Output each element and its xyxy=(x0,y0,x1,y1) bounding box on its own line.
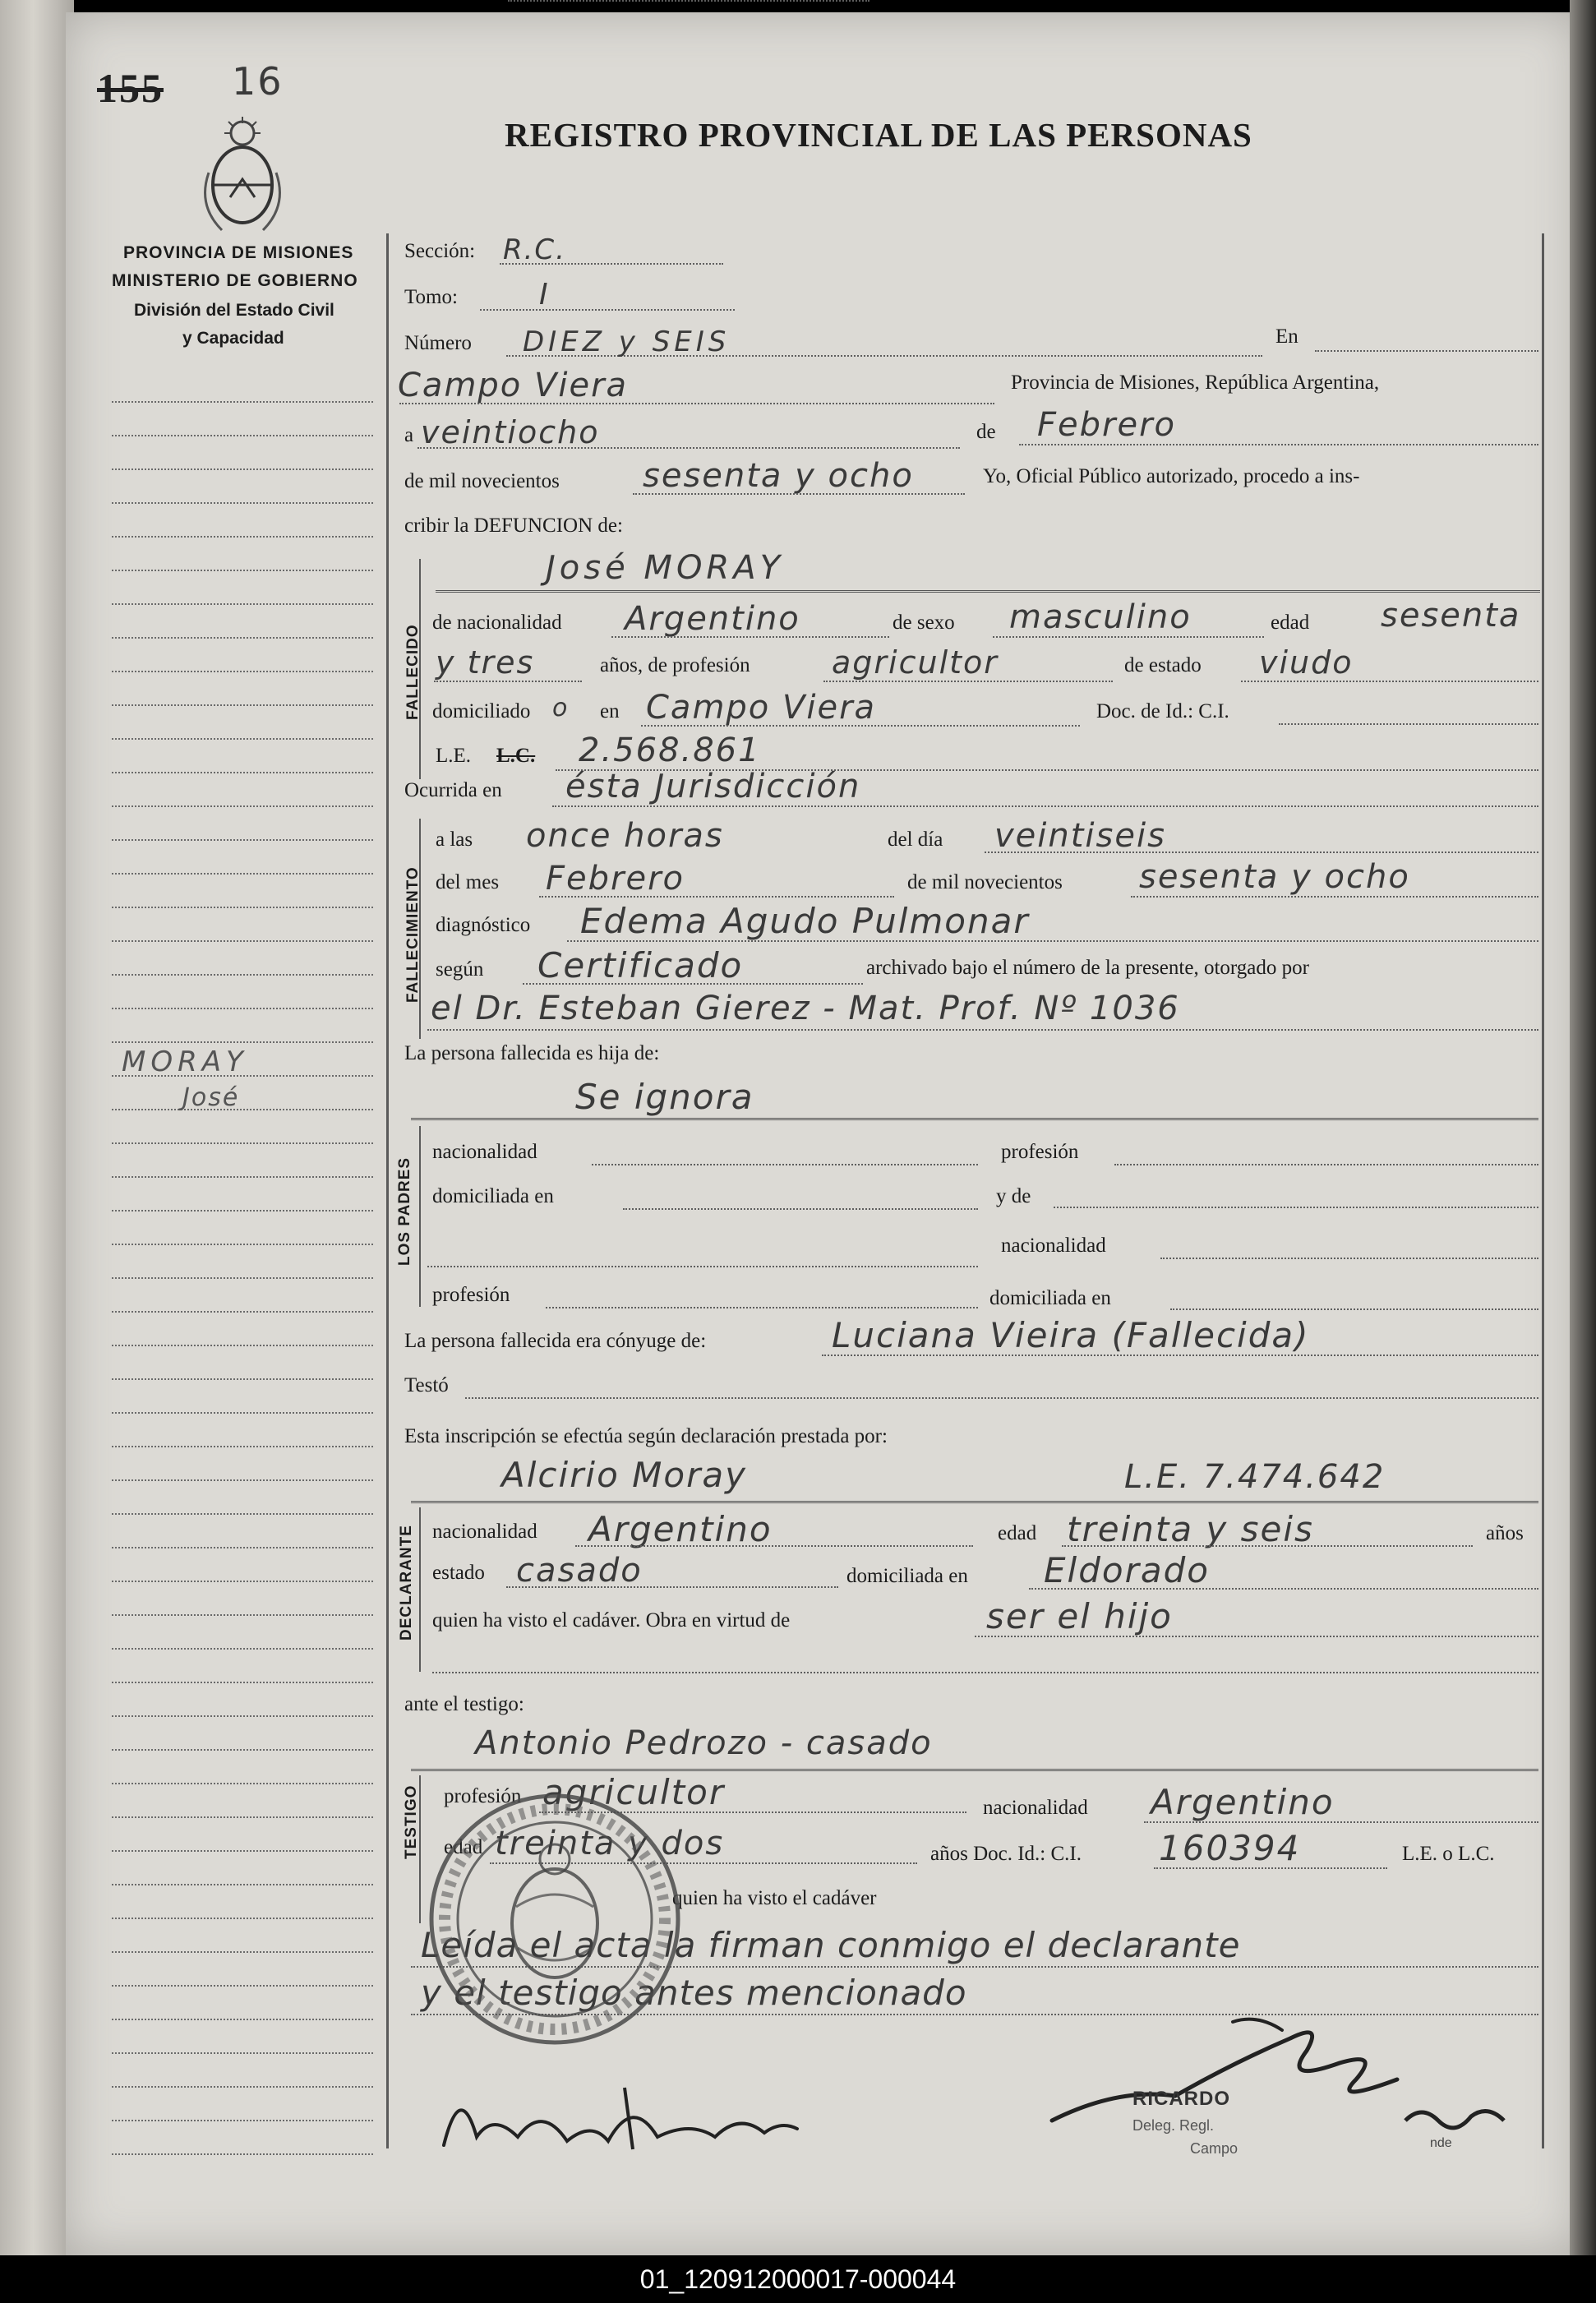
document-title: REGISTRO PROVINCIAL DE LAS PERSONAS xyxy=(505,116,1252,154)
declarante-domiciliada-label: domiciliada en xyxy=(846,1565,968,1587)
madre-nacionalidad-line xyxy=(1160,1258,1538,1259)
page-edge-shadow xyxy=(1570,0,1596,2255)
margin-rule-line xyxy=(112,907,373,908)
tomo-value: I xyxy=(539,278,550,312)
fallecido-estado-value: viudo xyxy=(1259,644,1354,681)
padre-nacionalidad-line xyxy=(592,1164,978,1165)
margin-rule-line xyxy=(112,1682,373,1683)
testigo-nacionalidad-value: Argentino xyxy=(1151,1782,1335,1822)
org-capacity: y Capacidad xyxy=(182,329,284,348)
official-stamp-seal xyxy=(419,1784,690,2055)
margin-rule-line xyxy=(112,536,373,538)
ocurrida-label: Ocurrida en xyxy=(404,779,502,801)
year-line xyxy=(633,493,965,495)
declarant-signature xyxy=(1397,2079,1529,2153)
fallecido-edad-value2: y tres xyxy=(436,644,535,681)
margin-rule-line xyxy=(112,1210,373,1211)
declarante-virtud-line xyxy=(975,1636,1538,1637)
closing-line-2: y el testigo antes mencionado xyxy=(421,1973,967,2013)
declarante-edad-value: treinta y seis xyxy=(1067,1509,1314,1549)
image-id-footer: 01_120912000017-000044 xyxy=(0,2255,1596,2303)
hora-line xyxy=(508,0,869,2)
medico-line xyxy=(427,1029,1538,1031)
margin-rule-line xyxy=(112,2086,373,2088)
margin-rule-line xyxy=(112,1547,373,1548)
fallecido-sexo-value: masculino xyxy=(1009,598,1192,636)
declarante-virtud-value: ser el hijo xyxy=(986,1596,1173,1636)
testigo-edad-value: treinta y dos xyxy=(495,1825,725,1862)
ocurrida-value: ésta Jurisdicción xyxy=(565,768,861,805)
padre-domiciliada-label: domiciliada en xyxy=(432,1185,554,1207)
numero-label: Número xyxy=(404,332,472,354)
madre-domiciliada-line xyxy=(1170,1308,1538,1310)
hora-value: once horas xyxy=(526,817,724,855)
madre-domiciliada-label: domiciliada en xyxy=(989,1287,1111,1309)
margin-rule-line xyxy=(112,839,373,841)
declarante-bracket xyxy=(419,1507,421,1672)
numero-value: DIEZ y SEIS xyxy=(523,325,731,358)
margin-rule-line xyxy=(112,671,373,672)
seccion-value: R.C. xyxy=(503,233,566,266)
declarante-nacionalidad-value: Argentino xyxy=(588,1509,773,1549)
en-line xyxy=(1315,350,1538,352)
testigo-profesion-value: agricultor xyxy=(542,1772,726,1812)
margin-given-name: José xyxy=(182,1083,240,1112)
a-las-label: a las xyxy=(436,828,473,851)
official-signature-scrawl xyxy=(1044,2005,1438,2137)
svg-text:nde: nde xyxy=(1430,2136,1452,2150)
fallecido-en-label: en xyxy=(600,700,620,722)
madre-profesion-label: profesión xyxy=(432,1284,510,1306)
madre-line-2 xyxy=(427,1266,978,1267)
fallecido-nacionalidad-value: Argentino xyxy=(625,600,800,638)
margin-rule-line xyxy=(112,974,373,976)
fallecimiento-anio-value: sesenta y ocho xyxy=(1139,858,1410,896)
dia-value: veintiseis xyxy=(994,817,1166,855)
month-de-label: de xyxy=(976,421,996,443)
margin-rule-line xyxy=(112,1614,373,1616)
margin-rule-line xyxy=(112,1479,373,1481)
fallecido-domiciliado-label: domiciliado xyxy=(432,700,531,722)
estado-line xyxy=(1241,681,1538,682)
tomo-line xyxy=(480,309,735,311)
margin-rule-line xyxy=(112,1008,373,1009)
fallecido-domicilio-value: Campo Viera xyxy=(646,689,877,727)
padre-domiciliada-line xyxy=(623,1208,978,1210)
testo-label: Testó xyxy=(404,1374,449,1396)
margin-rule-line xyxy=(112,1648,373,1650)
margin-rule-line xyxy=(112,1176,373,1178)
place-value: Campo Viera xyxy=(398,367,629,404)
declarante-name-line xyxy=(411,1501,1538,1503)
conyuge-label: La persona fallecida era cónyuge de: xyxy=(404,1330,707,1352)
official-name-stamp: RICARDO xyxy=(1132,2088,1230,2110)
inscribir-text: cribir la DEFUNCION de: xyxy=(404,515,623,537)
en-label: En xyxy=(1275,325,1298,348)
diagnostico-value: Edema Agudo Pulmonar xyxy=(580,901,1030,941)
madre-nacionalidad-label: nacionalidad xyxy=(1001,1235,1106,1257)
del-dia-label: del día xyxy=(888,828,943,851)
padre-profesion-label: profesión xyxy=(1001,1141,1079,1163)
margin-rule-line xyxy=(112,2120,373,2121)
doc-ci-line xyxy=(1279,723,1538,725)
margin-rule-line xyxy=(112,1951,373,1953)
form-right-rule xyxy=(1542,233,1544,2148)
fallecido-le-label: L.E. xyxy=(436,745,472,767)
archivado-text: archivado bajo el número de la presente, otorgado por xyxy=(866,957,1309,979)
margin-rule-line xyxy=(112,1850,373,1852)
padre-nacionalidad-label: nacionalidad xyxy=(432,1141,537,1163)
margin-rule-line xyxy=(112,502,373,504)
margin-rule-line xyxy=(112,2153,373,2155)
fallecido-section-label: FALLECIDO xyxy=(404,624,422,720)
declarante-domicilio-value: Eldorado xyxy=(1044,1550,1210,1590)
fallecido-lc-label: L.C. xyxy=(496,745,536,767)
testigo-edad-label: edad xyxy=(444,1836,483,1858)
conyuge-line xyxy=(822,1355,1538,1356)
testigo-profesion-label: profesión xyxy=(444,1785,522,1807)
margin-rule-line xyxy=(112,603,373,605)
margin-rule-line xyxy=(112,1041,373,1043)
segun-value: Certificado xyxy=(537,945,744,985)
org-division: División del Estado Civil xyxy=(134,301,334,320)
fallecido-nacionalidad-label: de nacionalidad xyxy=(432,612,562,634)
padres-bracket xyxy=(419,1126,421,1307)
testigo-section-label: TESTIGO xyxy=(403,1784,420,1859)
fallecido-doc-label: Doc. de Id.: C.I. xyxy=(1096,700,1229,722)
margin-rule-line xyxy=(112,1918,373,1919)
witness-signature xyxy=(427,2071,814,2162)
a-label: a xyxy=(404,424,414,446)
testigo-doc-value: 160394 xyxy=(1159,1828,1301,1868)
margin-rule-line xyxy=(112,401,373,403)
margin-rule-line xyxy=(112,738,373,740)
margin-rule-line xyxy=(112,1816,373,1818)
margin-rule-line xyxy=(112,1378,373,1380)
folio-handwritten: 16 xyxy=(232,59,284,104)
declarante-edad-label: edad xyxy=(998,1522,1037,1544)
fallecimiento-section-label: FALLECIMIENTO xyxy=(404,866,422,1003)
margin-rule-line xyxy=(112,1749,373,1751)
declarante-extra-line xyxy=(432,1672,1538,1673)
fallecido-anios-profesion-label: años, de profesión xyxy=(600,654,750,676)
margin-rule-line xyxy=(112,704,373,706)
dia-line xyxy=(985,852,1538,853)
declarante-estado-value: casado xyxy=(516,1552,643,1590)
testigo-doc-line xyxy=(1154,1867,1387,1869)
declarante-section-label: DECLARANTE xyxy=(398,1525,415,1641)
day-line xyxy=(417,447,960,449)
diagnostico-label: diagnóstico xyxy=(436,914,531,936)
fallecido-domiciliado-suffix: o xyxy=(552,694,570,722)
declarante-anios-label: años xyxy=(1486,1522,1524,1544)
fallecido-edad-label: edad xyxy=(1271,612,1310,634)
ocurrida-line xyxy=(552,805,1538,807)
day-value: veintiocho xyxy=(421,414,600,450)
domicilio-line xyxy=(641,725,1080,727)
seccion-label: Sección: xyxy=(404,240,476,262)
margin-rule-line xyxy=(112,1884,373,1885)
year-value: sesenta y ocho xyxy=(643,457,914,495)
mes-value: Febrero xyxy=(546,860,685,898)
fallecido-sexo-label: de sexo xyxy=(893,612,955,634)
margin-rule-line xyxy=(112,2019,373,2020)
margin-rule-line xyxy=(112,1109,373,1110)
declarante-intro: Esta inscripción se efectúa según declaración prestada por: xyxy=(404,1425,888,1447)
closing-line-1: Leída el acta la firman conmigo el declarante xyxy=(421,1925,1241,1965)
province-text: Provincia de Misiones, República Argentina, xyxy=(1011,372,1380,394)
margin-rule-line xyxy=(112,2052,373,2054)
org-ministry: MINISTERIO DE GOBIERNO xyxy=(112,271,358,290)
margin-surname: MORAY xyxy=(122,1045,248,1078)
fallecimiento-anio-label: de mil novecientos xyxy=(907,871,1063,893)
padre-value: Se ignora xyxy=(575,1077,754,1117)
segun-label: según xyxy=(436,958,484,981)
testigo-nacionalidad-label: nacionalidad xyxy=(983,1797,1088,1819)
margin-rule-line xyxy=(112,1985,373,1987)
medico-value: el Dr. Esteban Gierez - Mat. Prof. Nº 1036 xyxy=(431,990,1180,1027)
margin-rule-line xyxy=(112,940,373,942)
margin-rule-line xyxy=(112,637,373,639)
y-de-label: y de xyxy=(996,1185,1031,1207)
testo-line xyxy=(465,1397,1538,1399)
madre-profesion-line xyxy=(546,1307,978,1308)
declarante-nacionalidad-line xyxy=(575,1545,973,1547)
margin-rule-line xyxy=(112,1277,373,1279)
del-mes-label: del mes xyxy=(436,871,500,893)
declarante-edad-line xyxy=(1062,1545,1473,1547)
anio-line xyxy=(1131,896,1538,898)
declarante-estado-label: estado xyxy=(432,1562,485,1584)
hija-label: La persona fallecida es hija de: xyxy=(404,1042,660,1064)
sexo-line xyxy=(993,636,1264,638)
margin-rule-line xyxy=(112,772,373,773)
declarante-estado-line xyxy=(506,1586,838,1588)
declarante-name: Alcirio Moray xyxy=(501,1455,747,1495)
declarante-domicilio-line xyxy=(1029,1588,1538,1590)
margin-rule-line xyxy=(112,1412,373,1414)
testigo-doc-label: años Doc. Id.: C.I. xyxy=(930,1843,1082,1865)
fallecido-doc-value: 2.568.861 xyxy=(579,732,761,769)
testigo-visto-text: quien ha visto el cadáver xyxy=(672,1887,877,1909)
month-line xyxy=(1019,444,1538,445)
edad2-line xyxy=(434,681,582,682)
segun-line xyxy=(523,983,863,985)
margin-rule-line xyxy=(112,805,373,807)
fallecido-name-line xyxy=(436,590,1540,593)
testigo-name-line xyxy=(411,1769,1538,1771)
nacionalidad-line xyxy=(611,636,889,638)
margin-rule-line xyxy=(112,1311,373,1313)
month-value: Febrero xyxy=(1037,406,1176,444)
official-text: Yo, Oficial Público autorizado, procedo a ins- xyxy=(983,465,1360,487)
margin-rule-line xyxy=(112,570,373,571)
diagnostico-line xyxy=(567,940,1538,942)
padre-line xyxy=(411,1118,1538,1120)
year-prefix: de mil novecientos xyxy=(404,470,560,492)
coat-of-arms-icon xyxy=(197,115,288,238)
declarante-doc: L.E. 7.474.642 xyxy=(1124,1458,1386,1496)
official-place-stamp: Campo xyxy=(1190,2140,1239,2157)
official-title-stamp: Deleg. Regl. xyxy=(1132,2117,1215,2134)
tomo-label: Tomo: xyxy=(404,286,458,308)
margin-rule-line xyxy=(112,1581,373,1582)
mes-line xyxy=(539,896,894,898)
testigo-nacionalidad-line xyxy=(1144,1821,1538,1823)
testigo-name: Antonio Pedrozo - casado xyxy=(475,1724,933,1762)
declarante-visto-text: quien ha visto el cadáver. Obra en virtud de xyxy=(432,1609,791,1631)
place-line xyxy=(399,403,994,404)
fallecido-estado-label: de estado xyxy=(1124,654,1202,676)
fallecido-name: José MORAY xyxy=(546,549,785,587)
margin-rule-line xyxy=(112,1513,373,1515)
form-left-rule xyxy=(386,233,389,2148)
fallecido-profesion-value: agricultor xyxy=(832,644,999,681)
margin-rule-line xyxy=(112,1715,373,1717)
book-binding xyxy=(0,0,74,2255)
margin-rule-line xyxy=(112,1244,373,1245)
conyuge-value: Luciana Vieira (Fallecida) xyxy=(832,1315,1310,1355)
margin-rule-line xyxy=(112,873,373,875)
margin-rule-line xyxy=(112,468,373,470)
margin-rule-line xyxy=(112,1446,373,1447)
margin-rule-line xyxy=(112,1783,373,1784)
testigo-le-lc-label: L.E. o L.C. xyxy=(1402,1843,1495,1865)
padres-section-label: LOS PADRES xyxy=(396,1156,413,1266)
padre-profesion-line xyxy=(1114,1164,1538,1165)
profesion-line xyxy=(823,681,1113,682)
ante-testigo-label: ante el testigo: xyxy=(404,1693,524,1715)
fallecido-edad-value1: sesenta xyxy=(1381,597,1521,635)
margin-rule-line xyxy=(112,1142,373,1144)
folio-printed: 155 xyxy=(97,65,164,111)
margin-rule-line xyxy=(112,1345,373,1346)
org-province: PROVINCIA DE MISIONES xyxy=(123,243,354,262)
margin-rule-line xyxy=(112,435,373,436)
declarante-nacionalidad-label: nacionalidad xyxy=(432,1521,537,1543)
madre-line xyxy=(1054,1207,1538,1208)
